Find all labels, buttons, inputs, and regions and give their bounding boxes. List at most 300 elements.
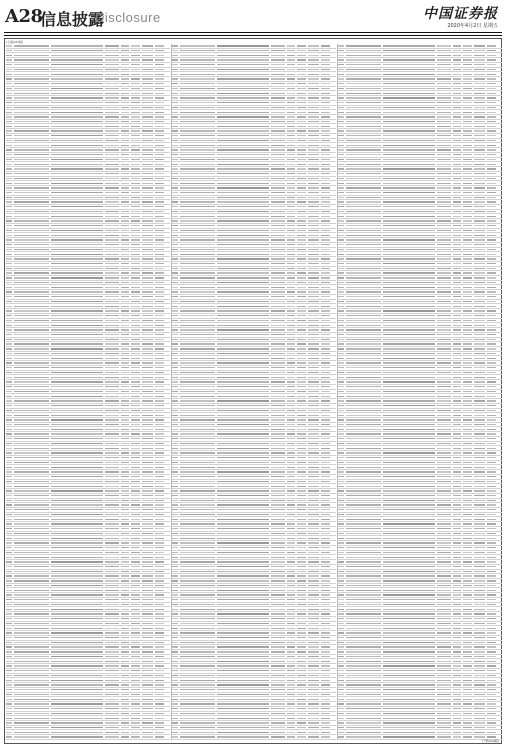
table-cell — [142, 377, 153, 378]
table-cell — [172, 680, 178, 681]
table-cell — [321, 590, 330, 591]
table-cell — [142, 703, 153, 704]
table-cell — [6, 268, 12, 269]
table-cell — [14, 410, 49, 411]
table-cell — [463, 149, 472, 150]
table-cell — [51, 164, 103, 165]
table-cell — [321, 443, 330, 444]
table-cell — [105, 656, 119, 657]
table-cell — [155, 97, 164, 98]
table-cell — [453, 542, 461, 543]
table-cell — [321, 74, 330, 75]
table-cell — [105, 651, 119, 652]
table-cell — [487, 689, 496, 690]
table-cell — [6, 249, 12, 250]
table-cell — [474, 656, 485, 657]
table-cell — [297, 651, 306, 652]
table-cell — [155, 481, 164, 482]
table-cell — [383, 197, 435, 198]
table-cell — [172, 547, 178, 548]
table-cell — [437, 599, 451, 600]
table-cell — [308, 433, 319, 434]
table-cell — [131, 689, 140, 690]
table-cell — [338, 216, 344, 217]
table-cell — [105, 675, 119, 676]
table-cell — [172, 722, 178, 723]
table-cell — [155, 211, 164, 212]
table-cell — [453, 329, 461, 330]
table-cell — [14, 149, 49, 150]
table-cell — [105, 130, 119, 131]
table-cell — [131, 476, 140, 477]
table-cell — [51, 325, 103, 326]
table-cell — [487, 301, 496, 302]
table-cell — [437, 201, 451, 202]
table-cell — [308, 287, 319, 288]
table-cell — [308, 149, 319, 150]
table-cell — [487, 533, 496, 534]
table-cell — [453, 618, 461, 619]
table-cell — [105, 732, 119, 733]
table-cell — [487, 661, 496, 662]
table-cell — [271, 623, 285, 624]
table-cell — [51, 310, 103, 311]
table-cell — [172, 154, 178, 155]
table-cell — [131, 358, 140, 359]
table-cell — [131, 83, 140, 84]
table-cell — [346, 528, 381, 529]
table-cell — [463, 173, 472, 174]
table-cell — [51, 680, 103, 681]
table-cell — [321, 656, 330, 657]
table-cell — [217, 509, 269, 510]
table-cell — [131, 557, 140, 558]
table-cell — [287, 381, 295, 382]
table-cell — [463, 225, 472, 226]
table-cell — [487, 45, 496, 46]
table-cell — [338, 187, 344, 188]
table-cell — [463, 192, 472, 193]
table-cell — [487, 348, 496, 349]
table-cell — [51, 590, 103, 591]
table-cell — [142, 433, 153, 434]
table-cell — [6, 315, 12, 316]
table-cell — [453, 429, 461, 430]
table-cell — [437, 509, 451, 510]
table-cell — [142, 410, 153, 411]
table-cell — [180, 500, 215, 501]
table-cell — [14, 580, 49, 581]
table-cell — [321, 637, 330, 638]
table-cell — [142, 183, 153, 184]
table-cell — [155, 83, 164, 84]
table-cell — [321, 272, 330, 273]
table-cell — [487, 69, 496, 70]
table-cell — [142, 112, 153, 113]
table-cell — [271, 334, 285, 335]
table-cell — [383, 557, 435, 558]
table-cell — [437, 197, 451, 198]
table-cell — [383, 396, 435, 397]
table-cell — [338, 542, 344, 543]
table-cell — [321, 372, 330, 373]
table-cell — [487, 135, 496, 136]
table-cell — [308, 258, 319, 259]
table-cell — [271, 64, 285, 65]
table-cell — [338, 64, 344, 65]
table-cell — [474, 410, 485, 411]
table-cell — [142, 419, 153, 420]
table-cell — [297, 732, 306, 733]
table-cell — [105, 533, 119, 534]
table-cell — [51, 575, 103, 576]
table-cell — [217, 178, 269, 179]
table-cell — [217, 504, 269, 505]
table-cell — [180, 296, 215, 297]
table-cell — [338, 74, 344, 75]
table-cell — [105, 78, 119, 79]
table-cell — [142, 736, 153, 737]
table-cell — [105, 547, 119, 548]
table-cell — [437, 107, 451, 108]
table-cell — [51, 343, 103, 344]
table-cell — [321, 235, 330, 236]
table-cell — [14, 268, 49, 269]
table-cell — [297, 557, 306, 558]
table-cell — [321, 523, 330, 524]
table-cell — [180, 126, 215, 127]
table-cell — [51, 519, 103, 520]
table-cell — [14, 187, 49, 188]
table-cell — [383, 429, 435, 430]
table-cell — [321, 50, 330, 51]
table-cell — [383, 410, 435, 411]
table-cell — [338, 424, 344, 425]
table-cell — [453, 684, 461, 685]
table-cell — [131, 296, 140, 297]
table-cell — [453, 116, 461, 117]
table-cell — [487, 552, 496, 553]
table-cell — [217, 183, 269, 184]
table-cell — [51, 59, 103, 60]
table-cell — [14, 694, 49, 695]
table-cell — [172, 528, 178, 529]
table-cell — [105, 244, 119, 245]
table-cell — [142, 50, 153, 51]
table-cell — [14, 55, 49, 56]
table-cell — [463, 235, 472, 236]
table-cell — [105, 339, 119, 340]
table-cell — [121, 339, 129, 340]
table-cell — [271, 97, 285, 98]
table-cell — [180, 405, 215, 406]
table-cell — [217, 121, 269, 122]
table-cell — [297, 50, 306, 51]
table-cell — [155, 154, 164, 155]
table-cell — [463, 656, 472, 657]
table-cell — [14, 329, 49, 330]
table-cell — [121, 74, 129, 75]
table-cell — [287, 580, 295, 581]
table-cell — [463, 291, 472, 292]
table-cell — [131, 594, 140, 595]
table-cell — [383, 452, 435, 453]
table-cell — [487, 538, 496, 539]
table-cell — [287, 130, 295, 131]
table-cell — [217, 552, 269, 553]
table-cell — [487, 495, 496, 496]
table-cell — [131, 628, 140, 629]
table-cell — [172, 367, 178, 368]
table-cell — [474, 168, 485, 169]
table-cell — [453, 277, 461, 278]
table-cell — [105, 272, 119, 273]
table-cell — [14, 239, 49, 240]
table-cell — [287, 519, 295, 520]
table-cell — [453, 254, 461, 255]
table-cell — [271, 732, 285, 733]
table-cell — [271, 74, 285, 75]
table-cell — [346, 419, 381, 420]
table-cell — [14, 637, 49, 638]
table-cell — [308, 83, 319, 84]
table-cell — [155, 523, 164, 524]
table-cell — [287, 533, 295, 534]
table-cell — [437, 727, 451, 728]
table-cell — [487, 684, 496, 685]
table-cell — [180, 154, 215, 155]
table-cell — [172, 320, 178, 321]
table-cell — [321, 107, 330, 108]
table-cell — [217, 306, 269, 307]
table-cell — [271, 339, 285, 340]
table-cell — [121, 334, 129, 335]
table-cell — [308, 651, 319, 652]
table-cell — [271, 405, 285, 406]
table-cell — [142, 651, 153, 652]
table-cell — [14, 538, 49, 539]
table-cell — [121, 443, 129, 444]
table-cell — [474, 646, 485, 647]
table-cell — [287, 102, 295, 103]
table-cell — [121, 713, 129, 714]
table-cell — [338, 490, 344, 491]
table-cell — [463, 287, 472, 288]
table-cell — [308, 140, 319, 141]
table-cell — [383, 495, 435, 496]
table-cell — [474, 504, 485, 505]
table-cell — [121, 699, 129, 700]
table-cell — [346, 372, 381, 373]
table-cell — [308, 528, 319, 529]
table-cell — [51, 291, 103, 292]
table-cell — [172, 168, 178, 169]
table-cell — [463, 258, 472, 259]
table-cell — [437, 391, 451, 392]
table-cell — [287, 372, 295, 373]
table-cell — [172, 433, 178, 434]
table-cell — [308, 462, 319, 463]
table-cell — [463, 637, 472, 638]
table-cell — [131, 410, 140, 411]
table-cell — [383, 661, 435, 662]
table-cell — [308, 339, 319, 340]
table-cell — [217, 154, 269, 155]
table-cell — [51, 145, 103, 146]
table-cell — [6, 538, 12, 539]
table-cell — [321, 410, 330, 411]
table-cell — [172, 618, 178, 619]
table-cell — [121, 694, 129, 695]
table-cell — [297, 429, 306, 430]
table-cell — [463, 159, 472, 160]
table-cell — [121, 277, 129, 278]
table-cell — [437, 93, 451, 94]
table-cell — [474, 419, 485, 420]
table-cell — [6, 121, 12, 122]
table-cell — [383, 476, 435, 477]
table-cell — [453, 509, 461, 510]
table-cell — [217, 405, 269, 406]
table-cell — [346, 632, 381, 633]
table-cell — [297, 433, 306, 434]
table-cell — [180, 362, 215, 363]
table-cell — [297, 325, 306, 326]
table-cell — [131, 443, 140, 444]
table-cell — [297, 353, 306, 354]
table-cell — [437, 348, 451, 349]
table-cell — [142, 509, 153, 510]
table-cell — [131, 500, 140, 501]
table-cell — [121, 235, 129, 236]
table-cell — [51, 249, 103, 250]
table-cell — [287, 377, 295, 378]
table-cell — [51, 618, 103, 619]
table-cell — [346, 523, 381, 524]
table-cell — [131, 258, 140, 259]
table-cell — [383, 159, 435, 160]
table-cell — [321, 646, 330, 647]
table-cell — [14, 249, 49, 250]
table-cell — [271, 329, 285, 330]
table-cell — [338, 121, 344, 122]
table-cell — [437, 296, 451, 297]
table-cell — [131, 154, 140, 155]
table-cell — [287, 438, 295, 439]
table-cell — [180, 547, 215, 548]
table-cell — [338, 268, 344, 269]
table-cell — [180, 457, 215, 458]
table-cell — [121, 391, 129, 392]
table-cell — [308, 590, 319, 591]
table-cell — [14, 519, 49, 520]
table-cell — [463, 590, 472, 591]
table-cell — [474, 339, 485, 340]
table-cell — [217, 69, 269, 70]
table-cell — [287, 183, 295, 184]
table-cell — [487, 405, 496, 406]
table-cell — [487, 623, 496, 624]
table-cell — [6, 585, 12, 586]
table-cell — [51, 594, 103, 595]
table-cell — [142, 178, 153, 179]
table-cell — [131, 713, 140, 714]
table-cell — [14, 353, 49, 354]
table-cell — [180, 97, 215, 98]
table-cell — [346, 519, 381, 520]
table-cell — [297, 571, 306, 572]
table-cell — [287, 571, 295, 572]
table-cell — [287, 732, 295, 733]
table-cell — [180, 230, 215, 231]
table-cell — [287, 391, 295, 392]
table-cell — [172, 495, 178, 496]
table-cell — [121, 329, 129, 330]
table-cell — [297, 296, 306, 297]
table-cell — [172, 542, 178, 543]
table-cell — [338, 656, 344, 657]
table-cell — [437, 287, 451, 288]
table-cell — [463, 320, 472, 321]
table-cell — [121, 632, 129, 633]
table-cell — [453, 656, 461, 657]
table-cell — [121, 462, 129, 463]
table-cell — [474, 126, 485, 127]
table-cell — [487, 343, 496, 344]
table-cell — [474, 282, 485, 283]
table-cell — [437, 178, 451, 179]
table-cell — [271, 55, 285, 56]
table-cell — [142, 680, 153, 681]
table-cell — [321, 78, 330, 79]
table-cell — [308, 187, 319, 188]
table-cell — [463, 183, 472, 184]
table-cell — [338, 140, 344, 141]
table-cell — [487, 358, 496, 359]
table-cell — [346, 448, 381, 449]
table-cell — [297, 528, 306, 529]
table-cell — [321, 471, 330, 472]
table-cell — [346, 637, 381, 638]
table-cell — [217, 254, 269, 255]
table-cell — [287, 386, 295, 387]
table-cell — [51, 424, 103, 425]
table-cell — [105, 538, 119, 539]
table-cell — [51, 362, 103, 363]
table-cell — [463, 419, 472, 420]
table-cell — [346, 471, 381, 472]
table-cell — [180, 121, 215, 122]
table-cell — [155, 343, 164, 344]
table-cell — [180, 415, 215, 416]
table-cell — [297, 377, 306, 378]
table-cell — [105, 419, 119, 420]
table-cell — [383, 116, 435, 117]
table-cell — [217, 353, 269, 354]
table-cell — [14, 168, 49, 169]
table-cell — [437, 50, 451, 51]
table-cell — [6, 642, 12, 643]
table-cell — [142, 637, 153, 638]
table-cell — [105, 424, 119, 425]
table-cell — [487, 291, 496, 292]
table-cell — [487, 50, 496, 51]
table-cell — [172, 424, 178, 425]
table-cell — [463, 495, 472, 496]
table-cell — [180, 386, 215, 387]
table-cell — [105, 301, 119, 302]
table-cell — [437, 377, 451, 378]
